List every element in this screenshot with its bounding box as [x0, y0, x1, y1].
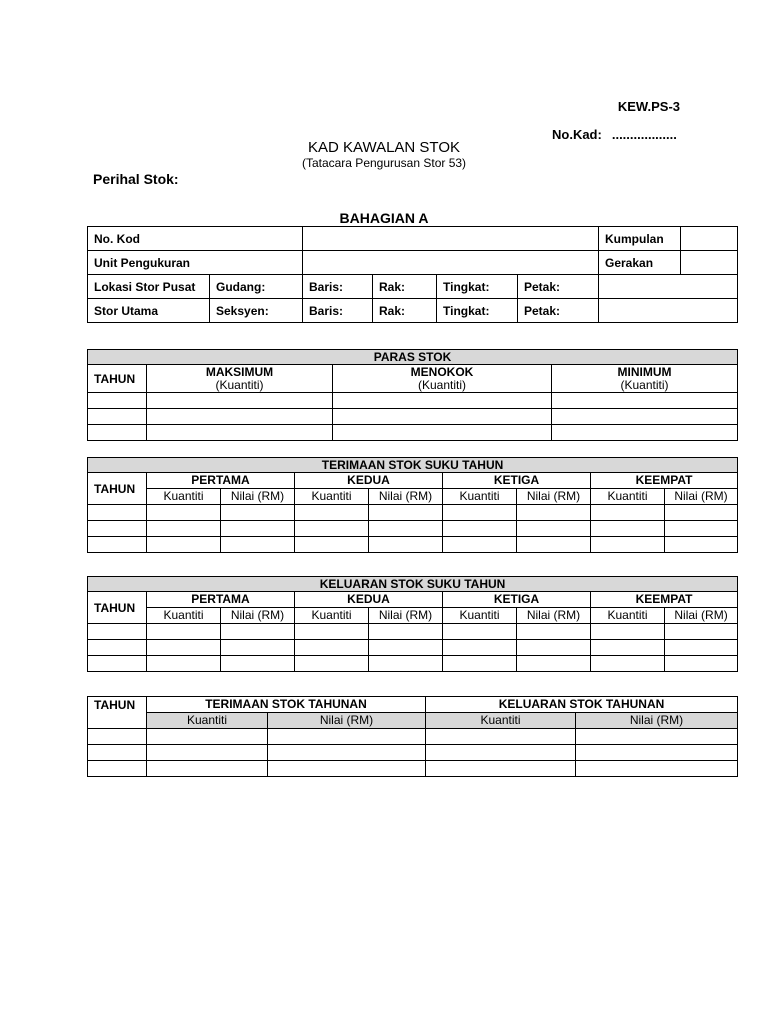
page-subtitle: (Tatacara Pengurusan Stor 53) — [301, 156, 467, 170]
table-cell[interactable] — [333, 393, 552, 409]
quarter-header: KEDUA — [295, 592, 443, 608]
kuantiti-header: Kuantiti — [443, 489, 517, 505]
table-cell[interactable] — [88, 624, 147, 640]
terimaan-tahunan-header: TERIMAAN STOK TAHUNAN — [147, 697, 426, 713]
table-cell[interactable] — [369, 505, 443, 521]
menokok-label: MENOKOK — [410, 364, 474, 379]
table-cell[interactable] — [221, 505, 295, 521]
table-cell[interactable] — [88, 521, 147, 537]
table-cell[interactable] — [295, 656, 369, 672]
table-row — [88, 745, 738, 761]
quarter-header: KETIGA — [443, 473, 591, 489]
table-cell[interactable] — [88, 537, 147, 553]
paras-stok-title: PARAS STOK — [88, 350, 738, 365]
table-cell[interactable] — [147, 640, 221, 656]
table-cell[interactable] — [221, 537, 295, 553]
table-cell[interactable] — [369, 537, 443, 553]
lokasi-field[interactable] — [599, 275, 738, 299]
table-cell[interactable] — [591, 624, 665, 640]
table-cell[interactable] — [295, 505, 369, 521]
table-cell[interactable] — [552, 393, 738, 409]
table-cell[interactable] — [295, 537, 369, 553]
table-cell[interactable] — [517, 656, 591, 672]
table-cell[interactable] — [268, 745, 426, 761]
table-row — [88, 521, 738, 537]
table-cell[interactable] — [147, 409, 333, 425]
nilai-header: Nilai (RM) — [221, 489, 295, 505]
gerakan-label: Gerakan — [599, 251, 681, 275]
unit-pengukuran-field[interactable] — [303, 251, 599, 275]
kumpulan-label: Kumpulan — [599, 227, 681, 251]
table-cell[interactable] — [147, 729, 268, 745]
table-cell[interactable] — [88, 505, 147, 521]
table-row — [88, 425, 738, 441]
table-cell[interactable] — [443, 505, 517, 521]
menokok-unit: (Kuantiti) — [417, 377, 467, 392]
table-cell[interactable] — [517, 537, 591, 553]
table-cell[interactable] — [333, 409, 552, 425]
quarter-header: KEDUA — [295, 473, 443, 489]
kuantiti-header: Kuantiti — [147, 713, 268, 729]
tahunan-table — [87, 696, 738, 777]
table-cell[interactable] — [665, 624, 738, 640]
nilai-header: Nilai (RM) — [576, 713, 738, 729]
table-cell[interactable] — [369, 656, 443, 672]
table-cell[interactable] — [147, 624, 221, 640]
table-cell[interactable] — [665, 640, 738, 656]
kuantiti-header: Kuantiti — [295, 608, 369, 624]
rak-label: Rak: — [373, 299, 437, 323]
table-cell[interactable] — [88, 393, 147, 409]
table-cell[interactable] — [517, 521, 591, 537]
tahun-header: TAHUN — [88, 365, 147, 393]
card-number-label: No.Kad: — [552, 127, 602, 142]
table-row — [88, 729, 738, 745]
table-cell[interactable] — [665, 656, 738, 672]
table-row — [88, 505, 738, 521]
table-cell[interactable] — [295, 521, 369, 537]
table-cell[interactable] — [665, 537, 738, 553]
table-cell[interactable] — [517, 505, 591, 521]
table-cell[interactable] — [443, 624, 517, 640]
table-cell[interactable] — [591, 521, 665, 537]
kuantiti-header: Kuantiti — [147, 489, 221, 505]
table-cell[interactable] — [295, 624, 369, 640]
tingkat-label: Tingkat: — [437, 299, 518, 323]
table-cell[interactable] — [88, 640, 147, 656]
table-row — [88, 640, 738, 656]
table-row — [88, 393, 738, 409]
quarter-header: KEEMPAT — [591, 473, 738, 489]
table-cell[interactable] — [576, 729, 738, 745]
table-cell[interactable] — [426, 729, 576, 745]
petak-label: Petak: — [518, 299, 599, 323]
table-cell[interactable] — [88, 729, 147, 745]
table-cell[interactable] — [88, 656, 147, 672]
petak-label: Petak: — [518, 275, 599, 299]
minimum-unit: (Kuantiti) — [620, 377, 669, 392]
table-cell[interactable] — [552, 409, 738, 425]
table-cell[interactable] — [517, 640, 591, 656]
nilai-header: Nilai (RM) — [221, 608, 295, 624]
tahun-header: TAHUN — [88, 473, 147, 505]
table-row — [88, 656, 738, 672]
menokok-header — [333, 365, 552, 393]
keluaran-tahunan-header: KELUARAN STOK TAHUNAN — [426, 697, 738, 713]
table-cell[interactable] — [369, 624, 443, 640]
table-cell[interactable] — [443, 656, 517, 672]
card-number-value: .................. — [611, 127, 677, 142]
nilai-header: Nilai (RM) — [517, 608, 591, 624]
nilai-header: Nilai (RM) — [369, 489, 443, 505]
nilai-header: Nilai (RM) — [268, 713, 426, 729]
table-cell[interactable] — [591, 640, 665, 656]
table-cell[interactable] — [443, 537, 517, 553]
quarter-header: PERTAMA — [147, 473, 295, 489]
table-cell[interactable] — [426, 761, 576, 777]
table-cell[interactable] — [576, 745, 738, 761]
unit-pengukuran-label: Unit Pengukuran — [88, 251, 303, 275]
table-cell[interactable] — [147, 521, 221, 537]
terimaan-title: TERIMAAN STOK SUKU TAHUN — [88, 458, 738, 473]
gudang-label: Gudang: — [210, 275, 303, 299]
quarter-header: KETIGA — [443, 592, 591, 608]
stor-utama-label: Stor Utama — [88, 299, 210, 323]
nilai-header: Nilai (RM) — [665, 608, 738, 624]
section-a-title: BAHAGIAN A — [339, 210, 429, 226]
table-cell[interactable] — [88, 425, 147, 441]
table-cell[interactable] — [88, 409, 147, 425]
kuantiti-header: Kuantiti — [591, 489, 665, 505]
table-cell[interactable] — [268, 729, 426, 745]
table-cell[interactable] — [369, 521, 443, 537]
table-cell[interactable] — [147, 505, 221, 521]
table-cell[interactable] — [591, 505, 665, 521]
table-cell[interactable] — [268, 761, 426, 777]
nilai-header: Nilai (RM) — [665, 489, 738, 505]
minimum-header — [552, 365, 738, 393]
table-row — [88, 409, 738, 425]
tahun-header: TAHUN — [88, 697, 147, 729]
baris-label: Baris: — [303, 299, 373, 323]
table-cell[interactable] — [147, 745, 268, 761]
table-cell[interactable] — [147, 393, 333, 409]
seksyen-label: Seksyen: — [210, 299, 303, 323]
table-cell[interactable] — [369, 640, 443, 656]
table-cell[interactable] — [221, 521, 295, 537]
tahun-header: TAHUN — [88, 592, 147, 624]
maksimum-header — [147, 365, 333, 393]
table-cell[interactable] — [665, 521, 738, 537]
table-row — [88, 761, 738, 777]
table-cell[interactable] — [333, 425, 552, 441]
table-cell[interactable] — [665, 505, 738, 521]
table-row — [88, 537, 738, 553]
maksimum-label: MAKSIMUM — [205, 364, 274, 379]
keluaran-suku-tahun-table — [87, 576, 738, 672]
kumpulan-field[interactable] — [681, 227, 738, 251]
table-cell[interactable] — [221, 656, 295, 672]
table-row — [88, 624, 738, 640]
section-a-table — [87, 226, 738, 323]
no-kod-label: No. Kod — [88, 227, 303, 251]
kuantiti-header: Kuantiti — [426, 713, 576, 729]
table-cell[interactable] — [576, 761, 738, 777]
table-cell[interactable] — [443, 640, 517, 656]
table-cell[interactable] — [147, 425, 333, 441]
form-code: KEW.PS-3 — [617, 99, 680, 114]
table-cell[interactable] — [147, 537, 221, 553]
maksimum-unit: (Kuantiti) — [215, 377, 264, 392]
stor-utama-field[interactable] — [599, 299, 738, 323]
table-cell[interactable] — [443, 521, 517, 537]
table-cell[interactable] — [221, 640, 295, 656]
table-cell[interactable] — [147, 761, 268, 777]
rak-label: Rak: — [373, 275, 437, 299]
terimaan-suku-tahun-table — [87, 457, 738, 553]
nilai-header: Nilai (RM) — [369, 608, 443, 624]
baris-label: Baris: — [303, 275, 373, 299]
table-cell[interactable] — [88, 745, 147, 761]
table-cell[interactable] — [426, 745, 576, 761]
quarter-header: KEEMPAT — [591, 592, 738, 608]
nilai-header: Nilai (RM) — [517, 489, 591, 505]
perihal-stok-label: Perihal Stok: — [93, 171, 179, 187]
keluaran-title: KELUARAN STOK SUKU TAHUN — [88, 577, 738, 592]
table-cell[interactable] — [147, 656, 221, 672]
lokasi-stor-pusat-label: Lokasi Stor Pusat — [88, 275, 210, 299]
table-cell[interactable] — [88, 761, 147, 777]
kuantiti-header: Kuantiti — [443, 608, 517, 624]
table-cell[interactable] — [591, 537, 665, 553]
minimum-label: MINIMUM — [617, 364, 672, 379]
table-cell[interactable] — [591, 656, 665, 672]
table-cell[interactable] — [295, 640, 369, 656]
no-kod-field[interactable] — [303, 227, 599, 251]
gerakan-field[interactable] — [681, 251, 738, 275]
table-cell[interactable] — [221, 624, 295, 640]
table-cell[interactable] — [517, 624, 591, 640]
tingkat-label: Tingkat: — [437, 275, 518, 299]
quarter-header: PERTAMA — [147, 592, 295, 608]
table-cell[interactable] — [552, 425, 738, 441]
kuantiti-header: Kuantiti — [591, 608, 665, 624]
paras-stok-table — [87, 349, 738, 441]
kuantiti-header: Kuantiti — [147, 608, 221, 624]
page-title: KAD KAWALAN STOK — [308, 139, 460, 156]
kuantiti-header: Kuantiti — [295, 489, 369, 505]
